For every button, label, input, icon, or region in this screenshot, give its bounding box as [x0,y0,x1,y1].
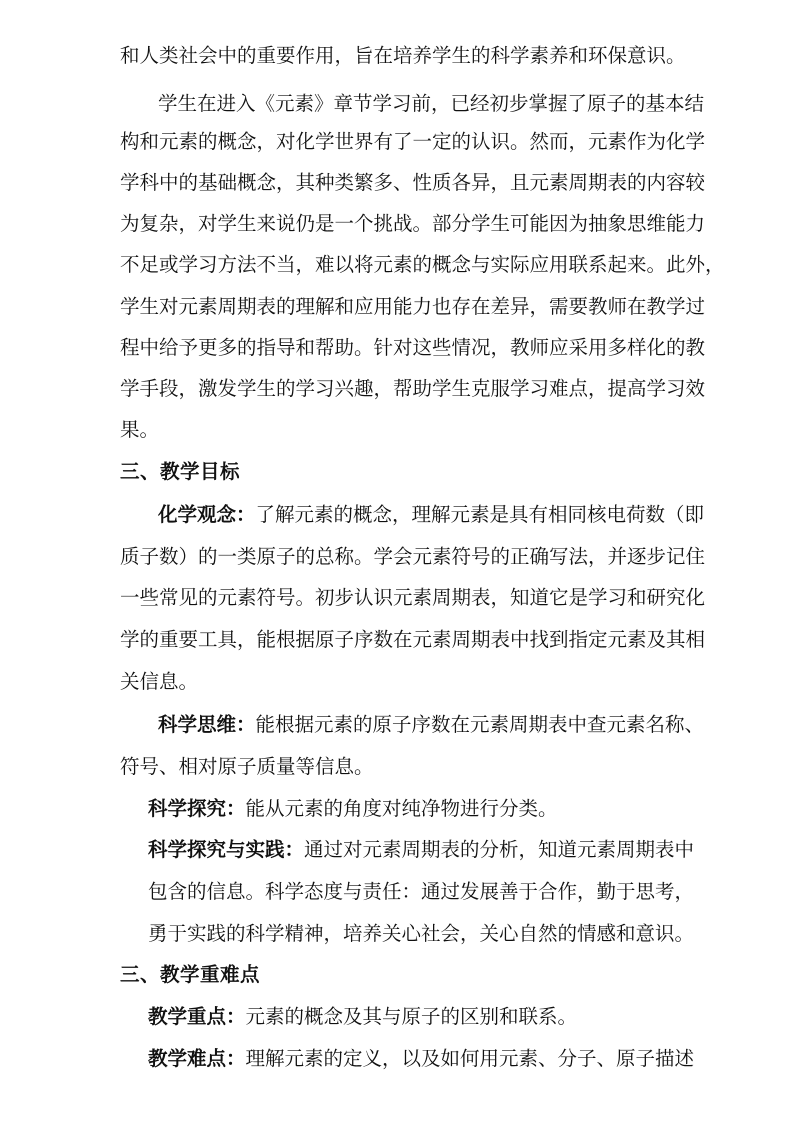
paragraph-line: 关信息。 [120,670,199,693]
paragraph-line: 质子数）的一类原子的总称。学会元素符号的正确写法，并逐步记住 [120,545,706,568]
objective-sci-practice [148,838,694,862]
paragraph-line: 学手段，激发学生的学习兴趣，帮助学生克服学习难点，提高学习效 [120,377,706,400]
section-heading-keypoints: 三、教学重难点 [120,963,261,986]
objective-text: 通过对元素周期表的分析，知道元素周期表中 [304,838,695,861]
objective-sci-thinking [158,713,704,737]
paragraph-line: 学生在进入《元素》章节学习前，已经初步掌握了原子的基本结 [158,92,705,115]
objective-label: 科学探究与实践： [148,838,305,861]
key-point-text: 元素的概念及其与原子的区别和联系。 [245,1005,578,1028]
objective-label: 化学观念： [158,503,256,526]
paragraph-line: 符号、相对原子质量等信息。 [120,755,374,778]
paragraph-line: 学科中的基础概念，其种类繁多、性质各异，且元素周期表的内容较 [120,171,706,194]
difficult-point-text: 理解元素的定义，以及如何用元素、分子、原子描述 [245,1047,695,1070]
objective-label: 科学探究： [148,797,246,820]
objective-sci-inquiry [148,797,558,821]
paragraph-line: 学的重要工具，能根据原子序数在元素周期表中找到指定元素及其相 [120,628,706,651]
key-point [148,1005,577,1029]
paragraph-line: 一些常见的元素符号。初步认识元素周期表，知道它是学习和研究化 [120,586,706,609]
difficult-point [148,1047,694,1071]
objective-chem-concept [158,503,704,527]
paragraph-line: 不足或学习方法不当，难以将元素的概念与实际应用联系起来。此外， [120,253,725,276]
paragraph-line: 学生对元素周期表的理解和应用能力也存在差异，需要教师在教学过 [120,295,706,318]
paragraph-line: 勇于实践的科学精神，培养关心社会，关心自然的情感和意识。 [148,922,695,945]
objective-text: 能根据元素的原子序数在元素周期表中查元素名称、 [255,713,705,736]
paragraph-line: 为复杂，对学生来说仍是一个挑战。部分学生可能因为抽象思维能力 [120,212,706,235]
objective-text: 能从元素的角度对纯净物进行分类。 [245,797,558,820]
difficult-point-label: 教学难点： [148,1047,246,1070]
objective-text: 了解元素的概念，理解元素是具有相同核电荷数（即 [255,503,705,526]
paragraph-line: 果。 [120,418,160,441]
paragraph-line: 程中给予更多的指导和帮助。针对这些情况，教师应采用多样化的教 [120,336,706,359]
paragraph-line: 构和元素的概念，对化学世界有了一定的认识。然而，元素作为化学 [120,130,706,153]
paragraph-line: 和人类社会中的重要作用，旨在培养学生的科学素养和环保意识。 [120,44,686,67]
objective-label: 科学思维： [158,713,256,736]
paragraph-line: 包含的信息。科学态度与责任：通过发展善于合作，勤于思考， [148,880,695,903]
section-heading-objectives: 三、教学目标 [120,460,241,483]
key-point-label: 教学重点： [148,1005,246,1028]
